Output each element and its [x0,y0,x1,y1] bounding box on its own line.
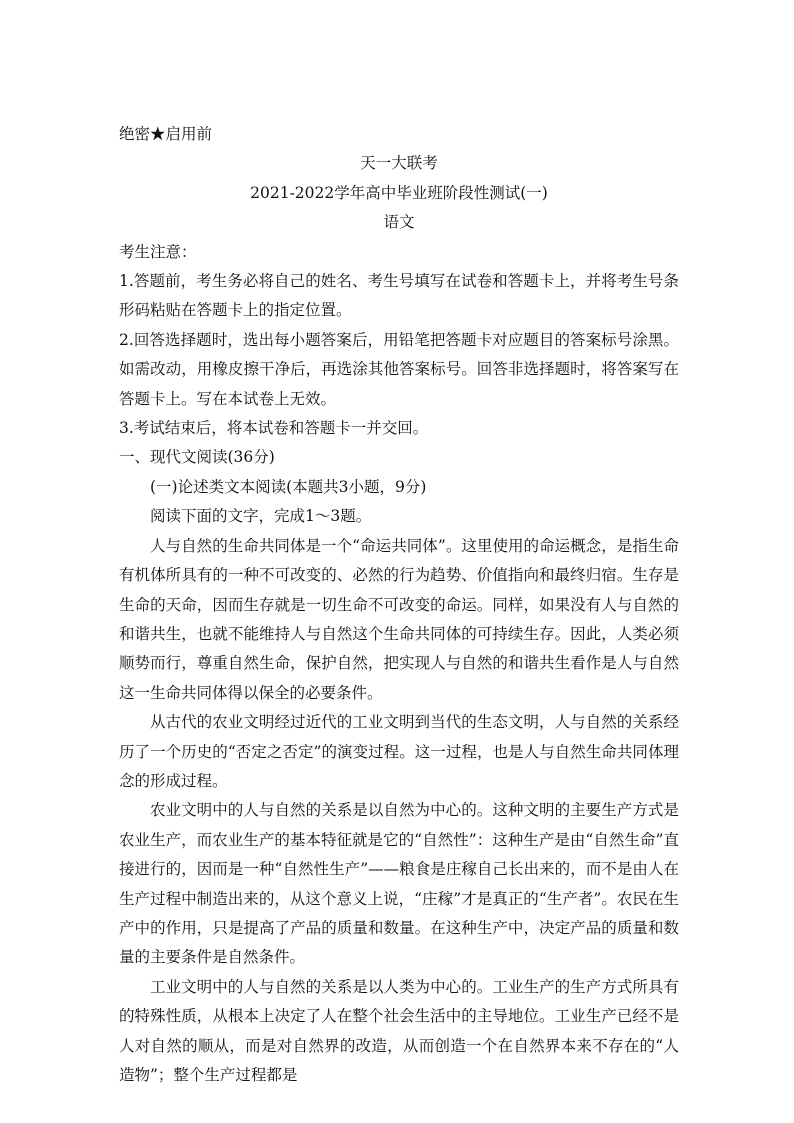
exam-organizer: 天一大联考 [360,154,438,173]
passage-paragraph: 从古代的农业文明经过近代的工业文明到当代的生态文明，人与自然的关系经历了一个历史的“否定之否定”的演变过程。这一过程，也是人与自然生命共同体理念的形成过程。 [119,713,679,790]
subsection-title: (一)论述类文本阅读(本题共3小题，9分) [150,477,427,496]
notice-item: 1.答题前，考生务必将自己的姓名、考生号填写在试卷和答题卡上，并将考生号条形码粘贴在答题卡上的指定位置。 [119,272,679,320]
passage-paragraph: 人与自然的生命共同体是一个“命运共同体”。这里使用的命运概念，是指生命有机体所具有的一种不可改变的、必然的行为趋势、价值指向和最终归宿。生存是生命的天命，因而生存就是一切生命不可改变的命运。同样，如果没有人与自然的和谐共生，也就不能维持人与自然这个生命共同体的可持续生存。因此，人类必须顺势而行，尊重自然生命，保护自然，把实现人与自然的和谐共生看作是人与自然这一生命共同体得以保全的必要条件。 [119,536,679,702]
confidential-label: 绝密★启用前 [119,125,213,143]
notice-item: 3.考试结束后，将本试卷和答题卡一并交回。 [119,419,429,438]
passage-paragraph: 工业文明中的人与自然的关系是以人类为中心的。工业生产的生产方式所具有的特殊性质，从根本上决定了人在整个社会生活中的主导地位。工业生产已经不是人对自然的顺从，而是对自然界的改造，从而创造一个在自然界本来不存在的“人造物”；整个生产过程都是 [119,977,679,1084]
section-title: 一、现代文阅读(36分) [119,448,275,467]
notice-heading: 考生注意： [119,242,197,261]
reading-instruction: 阅读下面的文字，完成1～3题。 [150,507,372,526]
passage-paragraph: 农业文明中的人与自然的关系是以自然为中心的。这种文明的主要生产方式是农业生产，而农业生产的基本特征就是它的“自然性”：这种生产是由“自然生命”直接进行的，因而是一种“自然性生产”——粮食是庄稼自己长出来的，而不是由人在生产过程中制造出来的，从这个意义上说，“庄稼”才是真正的“生产者”。农民在生产中的作用，只是提高了产品的质量和数量。在这种生产中，决定产品的质量和数量的主要条件是自然条件。 [119,801,679,967]
document-content [119,120,679,1090]
notice-item: 2.回答选择题时，选出每小题答案后，用铅笔把答题卡对应题目的答案标号涂黑。如需改动，用橡皮擦干净后，再选涂其他答案标号。回答非选择题时，将答案写在答题卡上。写在本试卷上无效。 [119,330,679,408]
exam-title: 2021-2022学年高中毕业班阶段性测试(一) [250,183,548,202]
subject-title: 语文 [383,213,415,232]
